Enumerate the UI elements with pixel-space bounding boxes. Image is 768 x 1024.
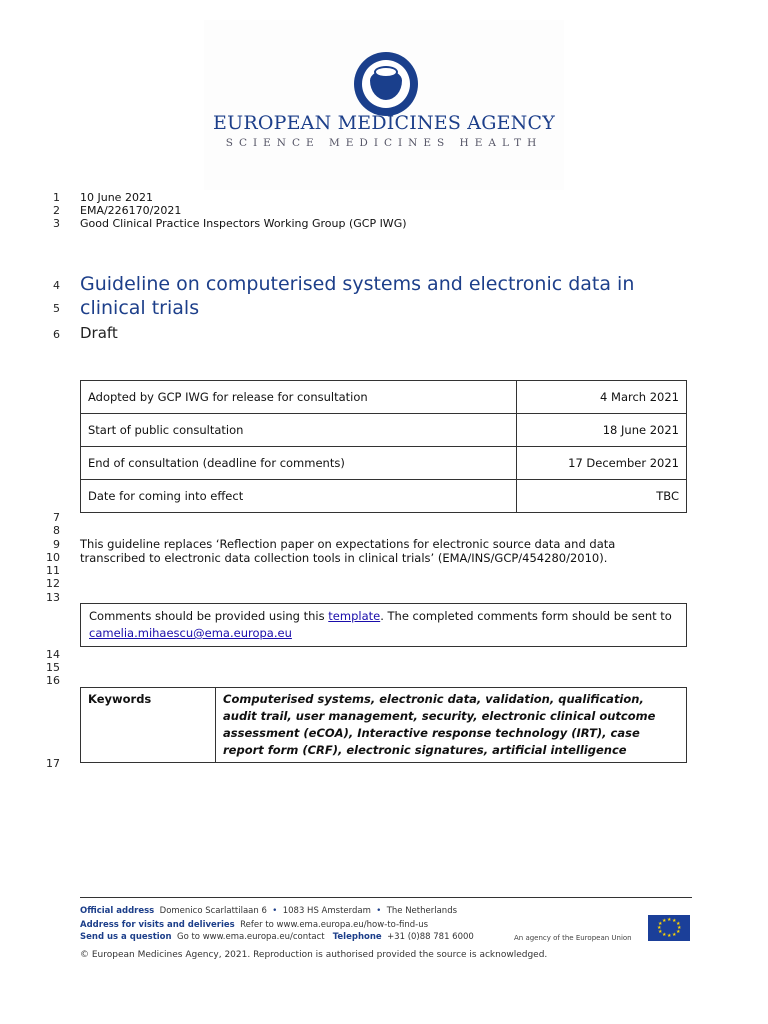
logo-agency-name: EUROPEAN MEDICINES AGENCY	[213, 112, 555, 134]
table-cell-label: End of consultation (deadline for comments)	[81, 447, 517, 480]
visits-text: Refer to www.ema.europa.eu/how-to-find-us	[240, 920, 429, 930]
table-row	[81, 688, 687, 763]
document-date: 10 June 2021	[80, 191, 153, 204]
table-cell-label: Date for coming into effect	[81, 480, 517, 513]
replaces-line-1: This guideline replaces ‘Reflection paper on expectations for electronic source data and data	[80, 537, 616, 551]
line-number: 17	[46, 757, 60, 770]
line-number: 8	[53, 524, 60, 537]
line-number: 9	[53, 538, 60, 551]
eu-flag-icon: ★ ★ ★ ★ ★ ★ ★ ★ ★ ★ ★ ★	[648, 915, 690, 941]
keywords-line: Computerised systems, electronic data, validation, qualification,	[223, 692, 644, 706]
ema-logo	[204, 20, 564, 190]
bullet-icon: •	[373, 906, 384, 916]
official-postcode: 1083 HS Amsterdam	[282, 906, 371, 916]
line-number: 5	[53, 302, 60, 315]
keywords-table	[80, 687, 687, 763]
line-number: 13	[46, 591, 60, 604]
table-cell-value: TBC	[517, 480, 687, 513]
keywords-values	[216, 688, 687, 763]
line-number: 7	[53, 511, 60, 524]
line-number: 14	[46, 648, 60, 661]
line-number: 15	[46, 661, 60, 674]
replaces-paragraph	[80, 537, 700, 565]
agency-note: An agency of the European Union	[514, 934, 632, 942]
dates-table	[80, 380, 687, 513]
document-status: Draft	[80, 324, 118, 342]
question-label: Send us a question	[80, 932, 172, 942]
line-number: 12	[46, 577, 60, 590]
contact-line	[80, 932, 474, 942]
page-title	[80, 272, 720, 320]
table-cell-value: 4 March 2021	[517, 381, 687, 414]
working-group: Good Clinical Practice Inspectors Working Group (GCP IWG)	[80, 217, 407, 230]
table-row	[81, 381, 687, 414]
replaces-line-2: transcribed to electronic data collection tools in clinical trials’ (EMA/INS/GCP/454280/2010).	[80, 551, 608, 565]
keywords-line: audit trail, user management, security, electronic clinical outcome	[223, 709, 656, 723]
logo-tagline: SCIENCE MEDICINES HEALTH	[225, 137, 543, 149]
footer-divider	[80, 897, 692, 898]
line-number: 4	[53, 279, 60, 292]
phone-label: Telephone	[332, 932, 382, 942]
bullet-icon: •	[269, 906, 281, 916]
line-number: 1	[53, 191, 60, 204]
line-number: 10	[46, 551, 60, 564]
template-link[interactable]: template	[328, 609, 381, 623]
official-street: Domenico Scarlattilaan 6	[159, 906, 267, 916]
ema-emblem-cup-top	[374, 66, 398, 78]
official-address	[80, 906, 457, 916]
title-line-2: clinical trials	[80, 297, 200, 319]
table-row	[81, 447, 687, 480]
line-number: 2	[53, 204, 60, 217]
document-reference: EMA/226170/2021	[80, 204, 182, 217]
keywords-line: assessment (eCOA), Interactive response technology (IRT), case	[223, 726, 640, 740]
line-number: 16	[46, 674, 60, 687]
keywords-line: report form (CRF), electronic signatures, artificial intelligence	[223, 743, 627, 757]
table-row	[81, 480, 687, 513]
comments-prefix: Comments should be provided using this	[89, 609, 329, 623]
line-number: 3	[53, 217, 60, 230]
official-country: The Netherlands	[386, 906, 458, 916]
copyright-notice: © European Medicines Agency, 2021. Reproduction is authorised provided the source is acknowledged.	[80, 950, 548, 960]
official-address-label: Official address	[80, 906, 155, 916]
comments-suffix: . The completed comments form should be sent to	[380, 609, 672, 623]
question-text: Go to www.ema.europa.eu/contact	[176, 932, 325, 942]
line-number: 11	[46, 564, 60, 577]
table-cell-value: 17 December 2021	[517, 447, 687, 480]
table-cell-label: Start of public consultation	[81, 414, 517, 447]
comments-box	[80, 603, 687, 647]
email-link[interactable]: camelia.mihaescu@ema.europa.eu	[89, 626, 292, 640]
line-number: 6	[53, 328, 60, 341]
table-cell-value: 18 June 2021	[517, 414, 687, 447]
visits-label: Address for visits and deliveries	[80, 920, 235, 930]
visits-address	[80, 920, 428, 930]
table-cell-label: Adopted by GCP IWG for release for consultation	[81, 381, 517, 414]
title-line-1: Guideline on computerised systems and electronic data in	[80, 273, 635, 295]
phone-text: +31 (0)88 781 6000	[387, 932, 474, 942]
table-row	[81, 414, 687, 447]
keywords-label: Keywords	[81, 688, 216, 763]
